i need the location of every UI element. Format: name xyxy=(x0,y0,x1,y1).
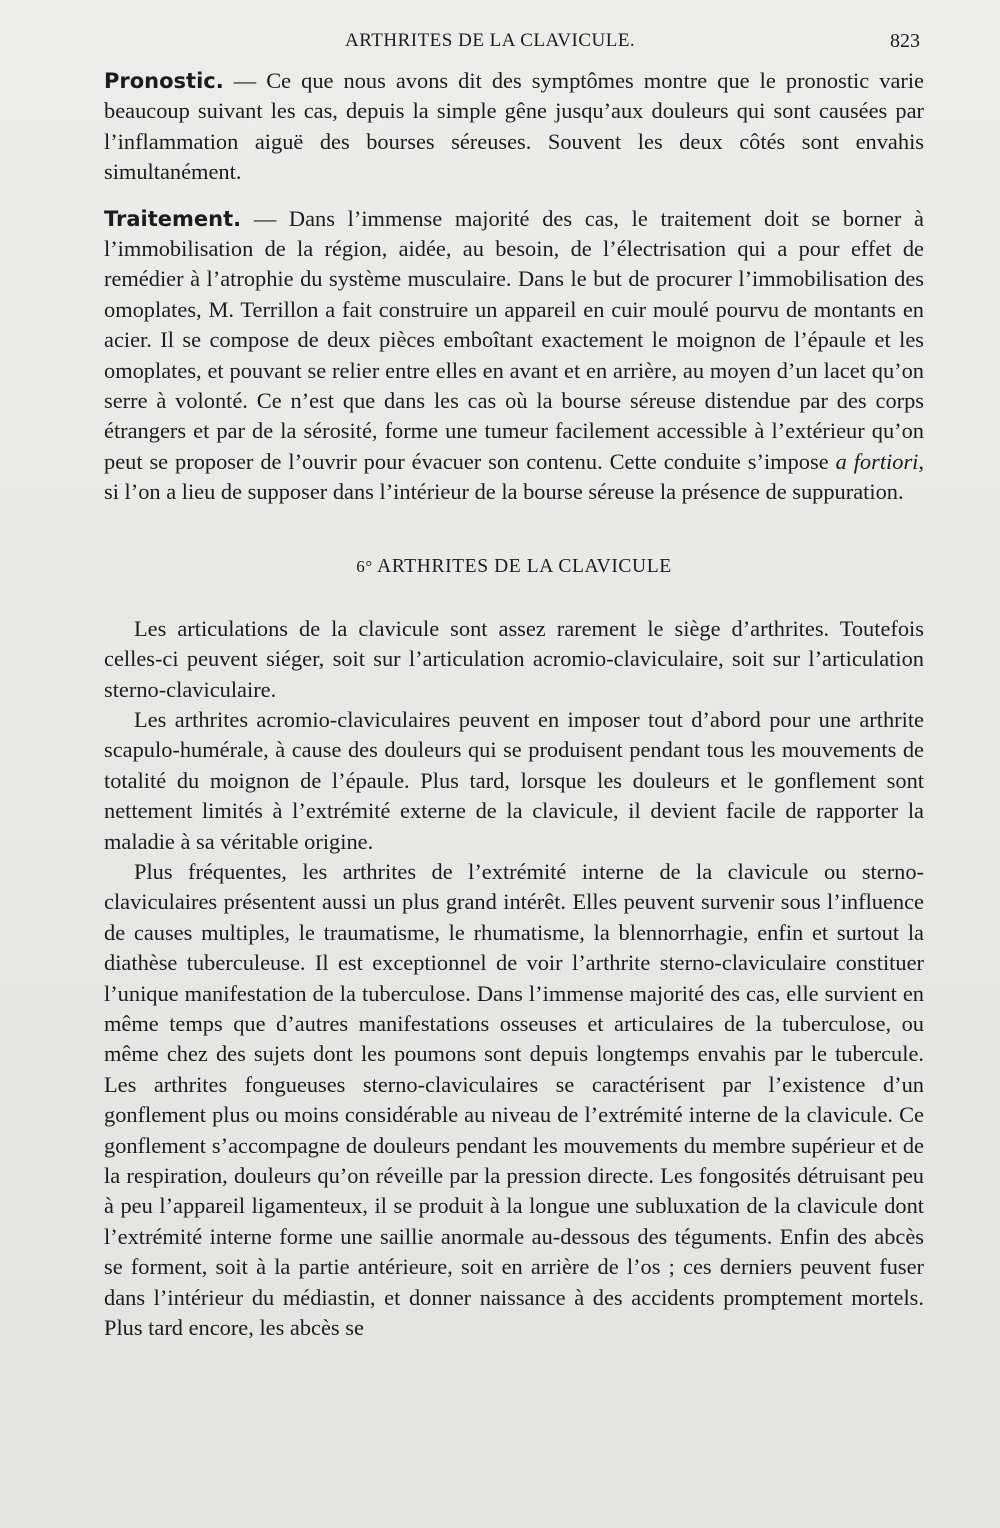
paragraph-body: Les articulations de la clavicule sont assez rarement le siège d’arthrites. Toutefois celles-ci peuvent siéger, soit sur l’articulation acromio-claviculaire, soit sur l’articulation sterno-claviculaire. xyxy=(104,615,924,702)
paragraph-body: Les arthrites acromio-claviculaires peuvent en imposer tout d’abord pour une arthrite scapulo-humérale, à cause des douleurs qui se produisent pendant tous les mouvements de totalité du moignon de l’épaule. Plus tard, lorsque les douleurs et le gonflement sont nettement limités à l’extrémité externe de la clavicule, il devient facile de rapporter la maladie à sa véritable origine. xyxy=(104,706,924,854)
section-heading xyxy=(104,556,924,578)
paragraph-pronostic xyxy=(104,66,924,188)
traitement-heading: Traitement. xyxy=(104,206,242,231)
traitement-italic-phrase: a fortiori xyxy=(835,448,919,474)
paragraph-body: Plus fréquentes, les arthrites de l’extrémité interne de la clavicule ou sterno-claviculaires présentent aussi un plus grand intérêt. Elles peuvent survenir sous l’influence de causes multiples, le traumatisme, le rhumatisme, la blennorrhagie, enfin et surtout la diathèse tuberculeuse. Il est exceptionnel de voir l’arthrite sterno-claviculaire constituer l’unique manifestation de la tuberculose. Dans l’immense majorité des cas, elle survient en même temps que d’autres manifestations osseuses et articulaires de la tuberculose, ou même chez des sujets dont les poumons sont depuis longtemps envahis par le tubercule. Les arthrites fongueuses sterno-claviculaires se caractérisent par l’existence d’un gonflement plus ou moins considérable au niveau de l’extrémité interne de la clavicule. Ce gonflement s’accompagne de douleurs pendant les mouvements du membre supérieur et de la respiration, douleurs qu’on réveille par la pression directe. Les fongosités détruisant peu à peu l’appareil ligamenteux, il se produit à la longue une subluxation de la clavicule dont l’extrémité interne forme une saillie anormale au-dessous des téguments. Enfin des abcès se forment, soit à la partie antérieure, soit en arrière de l’os ; ces derniers peuvent fuser dans l’intérieur du médiastin, et donner naissance à des accidents promptement mortels. Plus tard encore, les abcès se xyxy=(104,858,924,1341)
page-number: 823 xyxy=(890,30,920,52)
pronostic-heading: Pronostic. xyxy=(104,69,224,93)
running-head xyxy=(100,30,920,58)
body-text xyxy=(104,66,924,1343)
running-title: ARTHRITES DE LA CLAVICULE. xyxy=(345,30,636,51)
section-title: ARTHRITES DE LA CLAVICULE xyxy=(377,555,672,577)
traitement-text-end: , si l’on a lieu de supposer dans l’intérieur de la bourse séreuse la présence de suppuration. xyxy=(104,448,925,505)
section-number: 6° xyxy=(356,556,373,576)
traitement-text: — Dans l’immense majorité des cas, le traitement doit se borner à l’immobilisation de la région, aidée, au besoin, de l’électrisation qui a pour effet de remédier à l’atrophie du système musculaire. Dans le but de procurer l’immobilisation des omoplates, M. Terrillon a fait construire un appareil en cuir moulé pourvu de montants en acier. Il se compose de deux pièces emboîtant exactement le moignon de l’épaule et les omoplates, et pouvant se relier entre elles en avant et en arrière, au moyen d’un lacet qu’on serre à volonté. Ce n’est que dans les cas où la bourse séreuse distendue par des corps étrangers et par de la sérosité, forme une tumeur facilement accessible à l’extérieur qu’on peut se proposer de l’ouvrir pour évacuer son contenu. Cette conduite s’impose xyxy=(104,205,924,474)
pronostic-text: — Ce que nous avons dit des symptômes montre que le pronostic varie beaucoup suivant les cas, depuis la simple gêne jusqu’aux douleurs qui sont causées par l’inflammation aiguë des bourses séreuses. Souvent les deux côtés sont envahis simultanément. xyxy=(104,68,924,185)
paragraph-traitement xyxy=(104,204,924,508)
